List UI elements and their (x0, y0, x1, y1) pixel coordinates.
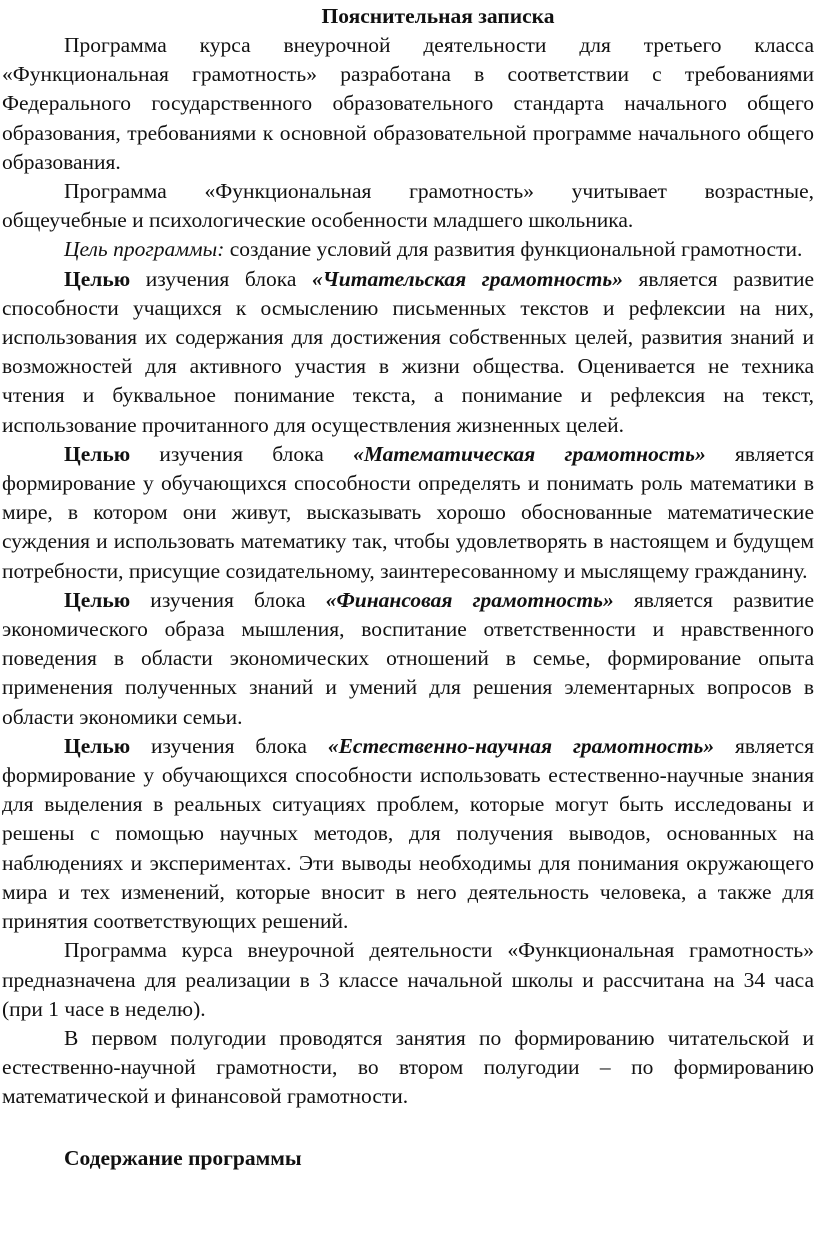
block-text-reading: является развитие способности учащихся к осмыслению письменных текстов и рефлексии на них, использования их содержания для достижения собственных целей, развития знаний и возможностей для активного участия в жизни общества. Оценивается не техника чтения и буквальное понимание текста, а понимание и рефлексия на текст, использование прочитанного для осуществления жизненных целей. (2, 266, 814, 437)
block-intro-math: изучения блока (130, 441, 354, 466)
block-text-math: является формирование у обучающихся способности определять и понимать роль математики в мире, в котором они живут, высказывать хорошо обоснованные математические суждения и использовать математику так, чтобы удовлетворять в настоящем и будущем потребности, присущие созидательному, заинтересованному и мыслящему гражданину. (2, 441, 814, 583)
block-intro-reading: изучения блока (130, 266, 312, 291)
paragraph-age-features: Программа «Функциональная грамотность» учитывает возрастные, общеучебные и психологические особенности младшего школьника. (2, 179, 814, 233)
block-name-math: «Математическая грамотность» (353, 441, 706, 466)
block-text-science: является формирование у обучающихся способности использовать естественно-научные знания для выделения в реальных ситуациях проблем, которые могут быть исследованы и решены с помощью научных методов, для получения выводов, основанных на наблюдениях и экспериментах. Эти выводы необходимы для понимания окружающего мира и тех изменений, которые вносит в него деятельность человека, а также для принятия соответствующих решений. (2, 733, 814, 934)
paragraph-science-literacy (2, 732, 814, 936)
block-name-reading: «Читательская грамотность» (311, 266, 623, 291)
paragraph-program-basis: Программа курса внеурочной деятельности для третьего класса «Функциональная грамотность» разработана в соответствии с требованиями Федерального государственного образовательного стандарта начального общего образования, требованиями к основной образовательной программе начального общего образования. (2, 33, 814, 174)
goal-lead-math: Целью (64, 441, 131, 466)
section-spacer (2, 1112, 814, 1144)
goal-lead-science: Целью (64, 733, 131, 758)
paragraph-course-hours: Программа курса внеурочной деятельности «Функциональная грамотность» предназначена для реализации в 3 классе начальной школы и рассчитана на 34 часа (при 1 часе в неделю). (2, 938, 814, 1021)
block-name-financial: «Финансовая грамотность» (325, 587, 614, 612)
paragraph-program-goal (2, 235, 814, 264)
paragraph-semester-plan: В первом полугодии проводятся занятия по формированию читательской и естественно-научной грамотности, во втором полугодии – по формированию математической и финансовой грамотности. (2, 1025, 814, 1109)
paragraph-financial-literacy (2, 586, 814, 732)
paragraph-math-literacy (2, 440, 814, 586)
section-title-content: Содержание программы (64, 1145, 302, 1170)
block-intro-science: изучения блока (130, 733, 328, 758)
goal-lead-financial: Целью (64, 587, 131, 612)
document-title: Пояснительная записка (321, 4, 555, 28)
program-goal-text: создание условий для развития функциональной грамотности. (224, 237, 803, 262)
block-name-science: «Естественно-научная грамотность» (327, 733, 715, 758)
paragraph-reading-literacy (2, 265, 814, 440)
block-intro-financial: изучения блока (130, 587, 326, 612)
goal-lead-reading: Целью (64, 266, 131, 291)
program-goal-label: Цель программы: (64, 237, 225, 262)
block-text-financial: является развитие экономического образа мышления, воспитание ответственности и нравственного поведения в области экономических отношений в семье, формирование опыта применения полученных знаний и умений для решения элементарных вопросов в области экономики семьи. (2, 587, 814, 729)
